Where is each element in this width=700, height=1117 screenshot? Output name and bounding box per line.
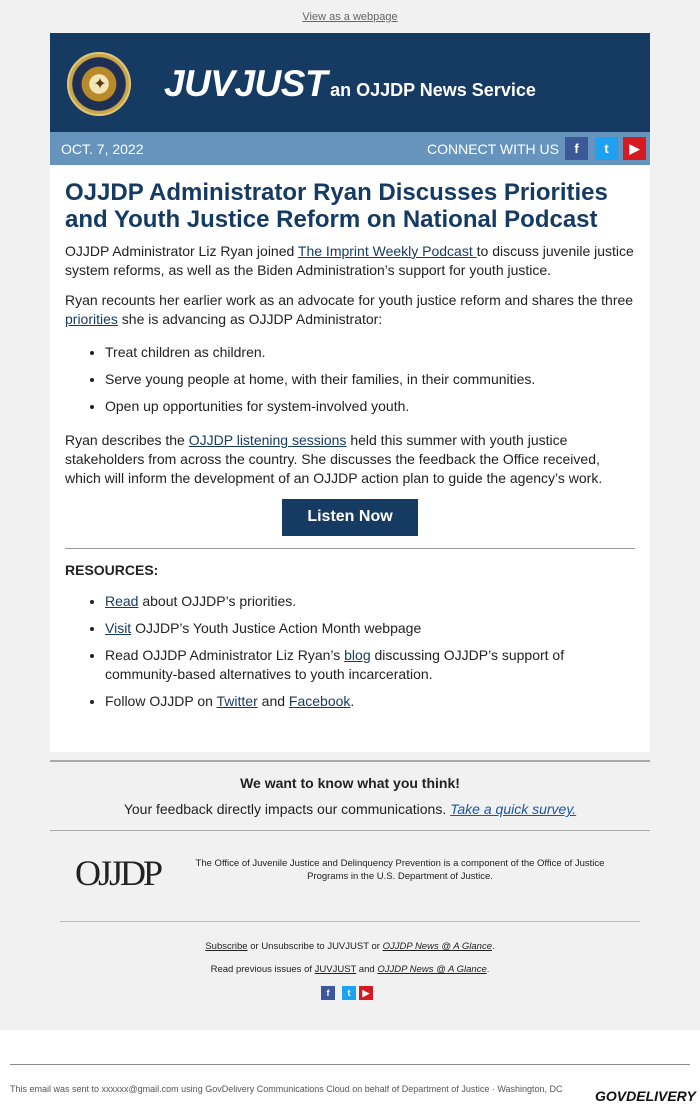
- priorities-link[interactable]: priorities: [65, 311, 118, 327]
- divider: [60, 921, 640, 922]
- resources-heading: RESOURCES:: [65, 562, 159, 578]
- date-bar: [50, 132, 650, 165]
- paragraph-priorities: Ryan recounts her earlier work as an advocate for youth justice reform and shares the three priorities she is advancing as OJJDP Administrator:: [65, 292, 634, 327]
- divider: [50, 830, 650, 831]
- facebook-link[interactable]: Facebook: [288, 693, 351, 709]
- blog-link[interactable]: blog: [344, 647, 371, 663]
- list-item: • Read OJJDP Administrator Liz Ryan’s blog discussing OJJDP’s support of community-based alternatives to youth incarceration.: [105, 646, 635, 684]
- facebook-icon[interactable]: f: [565, 137, 588, 160]
- list-item: • Visit OJJDP’s Youth Justice Action Month webpage: [105, 619, 635, 638]
- listening-sessions-link[interactable]: OJJDP listening sessions: [188, 432, 347, 448]
- divider: [65, 548, 635, 549]
- feedback-question: We want to know what you think!: [240, 775, 460, 791]
- list-item: • Open up opportunities for system-involved youth.: [105, 397, 635, 416]
- article-title: OJJDP Administrator Ryan Discusses Priorities and Youth Justice Reform on National Podcast: [65, 179, 608, 233]
- list-item: • Treat children as children.: [105, 343, 635, 362]
- priorities-list: [105, 343, 635, 416]
- resources-list: [105, 592, 635, 711]
- subscribe-line: Subscribe or Unsubscribe to JUVJUST or OJJDP News @ A Glance.: [205, 941, 495, 952]
- twitter-link[interactable]: Twitter: [216, 693, 258, 709]
- twitter-icon[interactable]: t: [595, 137, 618, 160]
- header-banner: [50, 33, 650, 132]
- article-body: [50, 165, 650, 711]
- previous-issues-line: Read previous issues of JUVJUST and OJJDP News @ A Glance.: [210, 964, 490, 975]
- survey-link[interactable]: Take a quick survey.: [450, 801, 577, 817]
- doj-seal-logo: [67, 52, 131, 116]
- view-as-webpage-link[interactable]: View as a webpage: [302, 11, 398, 23]
- brand-title: [164, 63, 536, 105]
- list-item: • Read about OJJDP’s priorities.: [105, 592, 635, 611]
- org-description: The Office of Juvenile Justice and Delinquency Prevention is a component of the Office of Justice Programs in the U.S. Department of Justice.: [195, 858, 605, 882]
- paragraph-listening: Ryan describes the OJJDP listening sessions held this summer with youth justice stakeholders from across the country. She discusses the feedback the Office received, which will inform the development of an OJJDP action plan to guide the agency’s work.: [65, 432, 603, 486]
- facebook-icon[interactable]: f: [321, 986, 335, 1000]
- news-at-a-glance-link[interactable]: OJJDP News @ A Glance: [382, 941, 492, 952]
- divider: [10, 1064, 690, 1065]
- govdelivery-logo[interactable]: GOVDELIVERY: [595, 1088, 696, 1104]
- list-item: • Follow OJJDP on Twitter and Facebook.: [105, 692, 635, 711]
- read-priorities-link[interactable]: Read: [105, 593, 139, 609]
- youtube-icon[interactable]: ▶: [359, 986, 373, 1000]
- email-card: [50, 33, 650, 752]
- paragraph-intro: OJJDP Administrator Liz Ryan joined The Imprint Weekly Podcast to discuss juvenile justice system reforms, as well as the Biden Administration’s support for youth justice.: [65, 243, 634, 278]
- connect-label: CONNECT WITH US: [427, 141, 559, 157]
- juvjust-link[interactable]: JUVJUST: [314, 964, 357, 975]
- eagle-icon: ✦: [93, 76, 107, 93]
- twitter-icon[interactable]: t: [342, 986, 356, 1000]
- youtube-icon[interactable]: ▶: [623, 137, 646, 160]
- issue-date: OCT. 7, 2022: [61, 141, 144, 157]
- news-at-a-glance-link-2[interactable]: OJJDP News @ A Glance: [377, 964, 487, 975]
- visit-link[interactable]: Visit: [105, 620, 132, 636]
- brand-tagline: an OJJDP News Service: [330, 80, 536, 100]
- listen-now-button[interactable]: Listen Now: [282, 499, 418, 536]
- brand-name: JUVJUST: [164, 63, 328, 104]
- list-item: • Serve young people at home, with their families, in their communities.: [105, 370, 635, 389]
- feedback-section: [50, 760, 650, 817]
- footer-notice: This email was sent to xxxxxx@gmail.com using GovDelivery Communications Cloud on behalf of Department of Justice · Washington, DC: [10, 1084, 563, 1094]
- ojjdp-logo: OJJDP: [75, 853, 161, 893]
- feedback-text: Your feedback directly impacts our communications. Take a quick survey.: [123, 801, 577, 817]
- imprint-podcast-link[interactable]: The Imprint Weekly Podcast: [297, 243, 477, 259]
- subscribe-link[interactable]: Subscribe: [205, 941, 248, 952]
